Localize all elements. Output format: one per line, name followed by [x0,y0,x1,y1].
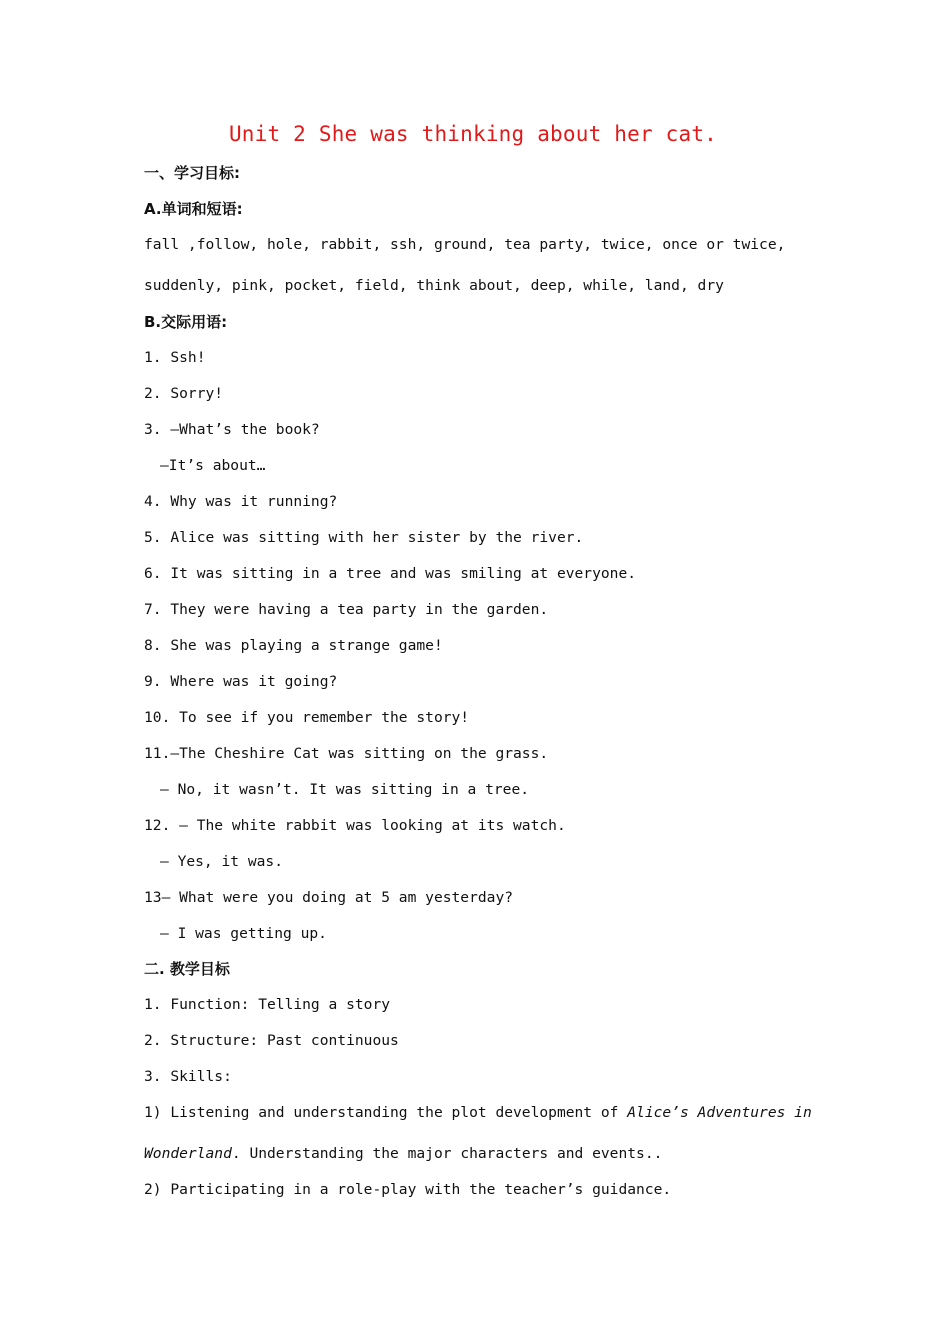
phrase-item: 8. She was playing a strange game! [144,637,443,654]
phrase-item: 5. Alice was sitting with her sister by the river. [144,529,584,546]
phrase-item: 4. Why was it running? [144,493,338,510]
skill-text: . Understanding the major characters and events.. [231,1145,663,1162]
book-title: Wonderland [144,1145,232,1162]
skill-text: 1) Listening and understanding the plot development of [144,1104,628,1121]
phrase-item: —It’s about… [160,457,266,474]
section-heading-teaching-goals: 二. 教学目标 [144,960,230,978]
subheading-vocabulary: A.单词和短语: [144,200,243,218]
vocab-line: fall ,follow, hole, rabbit, ssh, ground, tea party, twice, once or twice, [144,236,786,253]
phrase-item: 10. To see if you remember the story! [144,709,470,726]
subheading-communication: B.交际用语: [144,313,228,331]
phrase-item: 3. —What’s the book? [144,421,320,438]
phrase-item: 2. Sorry! [144,385,224,402]
skill-item-2: 2) Participating in a role-play with the teacher’s guidance. [144,1181,672,1198]
phrase-item: — No, it wasn’t. It was sitting in a tree. [160,781,530,798]
phrase-item: 1. Ssh! [144,349,206,366]
phrase-item: 6. It was sitting in a tree and was smiling at everyone. [144,565,637,582]
goal-item: 2. Structure: Past continuous [144,1032,399,1049]
phrase-item: 11.—The Cheshire Cat was sitting on the grass. [144,745,549,762]
phrase-item: 12. — The white rabbit was looking at its watch. [144,817,566,834]
vocab-line: suddenly, pink, pocket, field, think about, deep, while, land, dry [144,277,724,294]
phrase-item: 13— What were you doing at 5 am yesterday? [144,889,514,906]
goal-item: 3. Skills: [144,1068,232,1085]
phrase-item: — Yes, it was. [160,853,284,870]
book-title: Alice’s Adventures in [627,1104,812,1121]
skill-item-1-continued [144,1144,662,1164]
page-title: Unit 2 She was thinking about her cat. [228,122,718,146]
phrase-item: 9. Where was it going? [144,673,338,690]
section-heading-learning-goals: 一、学习目标: [144,164,240,182]
phrase-item: 7. They were having a tea party in the garden. [144,601,549,618]
phrase-item: — I was getting up. [160,925,327,942]
skill-item-1 [144,1103,812,1123]
goal-item: 1. Function: Telling a story [144,996,391,1013]
